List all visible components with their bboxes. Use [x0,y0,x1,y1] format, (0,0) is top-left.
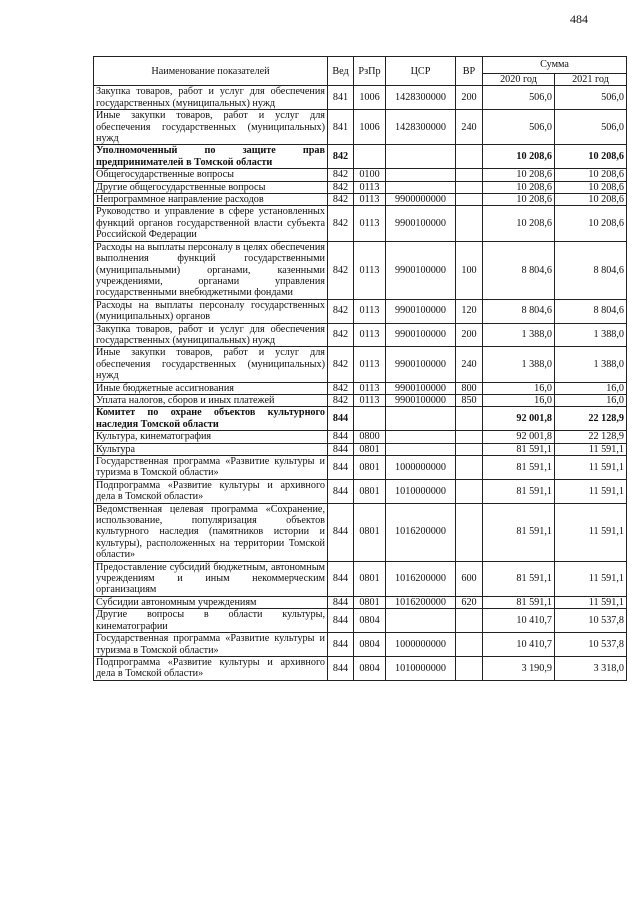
row-vr [456,145,483,169]
row-sum-2020: 8 804,6 [483,299,555,323]
row-ved: 841 [328,86,354,110]
row-sum-2021: 16,0 [555,382,627,394]
table-row [94,241,627,299]
row-sum-2020: 81 591,1 [483,443,555,455]
row-sum-2021: 22 128,9 [555,431,627,443]
row-name: Государственная программа «Развитие культуры и туризма в Томской области» [94,456,328,480]
row-csr: 9900100000 [386,299,456,323]
row-rzpr: 1006 [354,110,386,145]
row-sum-2021: 506,0 [555,110,627,145]
row-csr [386,609,456,633]
row-sum-2020: 81 591,1 [483,596,555,608]
row-name: Уплата налогов, сборов и иных платежей [94,394,328,406]
row-csr [386,169,456,181]
row-sum-2020: 506,0 [483,86,555,110]
row-vr [456,479,483,503]
row-csr: 9900100000 [386,241,456,299]
row-vr [456,407,483,431]
row-rzpr: 0113 [354,299,386,323]
row-sum-2020: 1 388,0 [483,323,555,347]
row-sum-2020: 81 591,1 [483,503,555,561]
row-name: Уполномоченный по защите прав предпринимателей в Томской области [94,145,328,169]
row-ved: 841 [328,110,354,145]
row-sum-2020: 10 208,6 [483,145,555,169]
row-name: Комитет по охране объектов культурного наследия Томской области [94,407,328,431]
row-rzpr: 0113 [354,194,386,206]
row-sum-2021: 10 208,6 [555,145,627,169]
row-rzpr: 0800 [354,431,386,443]
table-row [94,323,627,347]
row-sum-2021: 3 318,0 [555,656,627,680]
row-rzpr: 0801 [354,596,386,608]
table-row [94,347,627,382]
row-sum-2021: 8 804,6 [555,241,627,299]
row-sum-2020: 10 208,6 [483,181,555,193]
row-vr [456,609,483,633]
row-csr: 1016200000 [386,503,456,561]
row-name: Закупка товаров, работ и услуг для обеспечения государственных (муниципальных) нужд [94,86,328,110]
row-name: Закупка товаров, работ и услуг для обеспечения государственных (муниципальных) нужд [94,323,328,347]
table-row [94,299,627,323]
header-year-2021: 2021 год [555,74,627,86]
row-rzpr: 0804 [354,609,386,633]
row-ved: 842 [328,241,354,299]
table-row [94,145,627,169]
row-vr: 100 [456,241,483,299]
row-vr: 200 [456,86,483,110]
row-sum-2021: 11 591,1 [555,456,627,480]
table-header [94,57,627,86]
table-row [94,86,627,110]
row-sum-2020: 81 591,1 [483,479,555,503]
row-vr [456,656,483,680]
row-ved: 844 [328,407,354,431]
table-row [94,169,627,181]
row-ved: 842 [328,394,354,406]
row-rzpr [354,407,386,431]
row-sum-2020: 16,0 [483,394,555,406]
row-ved: 844 [328,656,354,680]
row-name: Непрограммное направление расходов [94,194,328,206]
row-rzpr: 0100 [354,169,386,181]
row-sum-2021: 1 388,0 [555,323,627,347]
row-rzpr: 0801 [354,456,386,480]
row-sum-2020: 506,0 [483,110,555,145]
header-sum: Сумма [483,57,627,74]
table-row [94,456,627,480]
row-csr [386,443,456,455]
table-row [94,194,627,206]
row-vr: 240 [456,110,483,145]
row-ved: 842 [328,323,354,347]
row-ved: 842 [328,382,354,394]
row-name: Общегосударственные вопросы [94,169,328,181]
row-rzpr: 0113 [354,347,386,382]
row-sum-2020: 92 001,8 [483,407,555,431]
row-sum-2020: 10 410,7 [483,633,555,657]
row-sum-2021: 11 591,1 [555,503,627,561]
header-vr: ВР [456,57,483,86]
row-sum-2021: 22 128,9 [555,407,627,431]
row-csr [386,431,456,443]
table-row [94,503,627,561]
row-csr: 1428300000 [386,110,456,145]
row-vr [456,206,483,241]
row-sum-2020: 92 001,8 [483,431,555,443]
table-row [94,443,627,455]
row-rzpr: 0801 [354,503,386,561]
row-ved: 844 [328,456,354,480]
row-name: Предоставление субсидий бюджетным, автономным учреждениям и иным некоммерческим организациям [94,561,328,596]
table-body [94,86,627,680]
budget-table [93,56,627,681]
row-csr: 9900100000 [386,323,456,347]
header-year-2020: 2020 год [483,74,555,86]
row-ved: 844 [328,431,354,443]
row-csr [386,145,456,169]
row-name: Подпрограмма «Развитие культуры и архивного дела в Томской области» [94,656,328,680]
header-csr: ЦСР [386,57,456,86]
row-name: Другие общегосударственные вопросы [94,181,328,193]
row-sum-2020: 10 208,6 [483,206,555,241]
row-ved: 842 [328,347,354,382]
row-sum-2021: 10 537,8 [555,609,627,633]
row-ved: 844 [328,443,354,455]
row-vr: 800 [456,382,483,394]
table-row [94,394,627,406]
row-vr [456,194,483,206]
row-sum-2021: 11 591,1 [555,561,627,596]
row-name: Государственная программа «Развитие культуры и туризма в Томской области» [94,633,328,657]
header-ved: Вед [328,57,354,86]
row-sum-2020: 10 208,6 [483,194,555,206]
row-sum-2021: 11 591,1 [555,443,627,455]
row-sum-2021: 11 591,1 [555,479,627,503]
row-vr [456,431,483,443]
table-row [94,479,627,503]
row-csr [386,181,456,193]
row-ved: 844 [328,561,354,596]
row-rzpr: 0113 [354,323,386,347]
row-name: Иные бюджетные ассигнования [94,382,328,394]
page-number: 484 [570,12,588,26]
table-row [94,633,627,657]
row-csr: 9900100000 [386,382,456,394]
row-vr: 850 [456,394,483,406]
row-ved: 844 [328,633,354,657]
table-row [94,656,627,680]
row-ved: 844 [328,479,354,503]
row-sum-2021: 16,0 [555,394,627,406]
row-vr: 600 [456,561,483,596]
row-vr [456,503,483,561]
row-vr [456,181,483,193]
row-sum-2020: 3 190,9 [483,656,555,680]
row-sum-2020: 81 591,1 [483,456,555,480]
row-csr: 1016200000 [386,561,456,596]
row-csr: 1016200000 [386,596,456,608]
row-rzpr: 0113 [354,382,386,394]
row-sum-2021: 506,0 [555,86,627,110]
row-ved: 842 [328,145,354,169]
row-rzpr: 0113 [354,206,386,241]
row-vr [456,633,483,657]
row-name: Культура [94,443,328,455]
row-csr: 1010000000 [386,479,456,503]
row-name: Иные закупки товаров, работ и услуг для обеспечения государственных (муниципальных) нужд [94,110,328,145]
row-vr: 240 [456,347,483,382]
row-csr: 1000000000 [386,456,456,480]
row-vr [456,456,483,480]
row-rzpr: 0113 [354,394,386,406]
row-rzpr: 1006 [354,86,386,110]
row-vr [456,169,483,181]
row-rzpr: 0801 [354,479,386,503]
row-rzpr: 0113 [354,241,386,299]
row-csr: 1000000000 [386,633,456,657]
row-sum-2021: 1 388,0 [555,347,627,382]
table-row [94,431,627,443]
table-row [94,382,627,394]
table-row [94,596,627,608]
table-row [94,110,627,145]
row-rzpr: 0113 [354,181,386,193]
row-sum-2021: 10 537,8 [555,633,627,657]
row-ved: 844 [328,596,354,608]
header-name: Наименование показателей [94,57,328,86]
row-name: Расходы на выплаты персоналу в целях обеспечения выполнения функций государственными (муниципальными) органами, казенными учреждениями, органами управления государственными внебюджетными фондами [94,241,328,299]
row-name: Культура, кинематография [94,431,328,443]
row-csr: 9900000000 [386,194,456,206]
row-vr: 200 [456,323,483,347]
row-ved: 844 [328,503,354,561]
table-row [94,181,627,193]
row-ved: 842 [328,206,354,241]
row-name: Ведомственная целевая программа «Сохранение, использование, популяризация объектов культурного наследия (памятников истории и культуры), расположенных на территории Томской области» [94,503,328,561]
table-row [94,609,627,633]
table-row [94,206,627,241]
row-csr [386,407,456,431]
row-ved: 842 [328,169,354,181]
row-csr: 9900100000 [386,394,456,406]
table-row [94,561,627,596]
row-vr: 120 [456,299,483,323]
row-rzpr: 0804 [354,633,386,657]
row-ved: 842 [328,299,354,323]
row-csr: 9900100000 [386,347,456,382]
row-csr: 1010000000 [386,656,456,680]
row-vr: 620 [456,596,483,608]
row-rzpr: 0801 [354,443,386,455]
row-sum-2020: 81 591,1 [483,561,555,596]
row-sum-2021: 10 208,6 [555,181,627,193]
row-name: Расходы на выплаты персоналу государственных (муниципальных) органов [94,299,328,323]
row-sum-2020: 8 804,6 [483,241,555,299]
row-sum-2021: 8 804,6 [555,299,627,323]
row-name: Иные закупки товаров, работ и услуг для обеспечения государственных (муниципальных) нужд [94,347,328,382]
row-sum-2020: 1 388,0 [483,347,555,382]
row-rzpr [354,145,386,169]
row-rzpr: 0804 [354,656,386,680]
header-rzpr: РзПр [354,57,386,86]
row-sum-2020: 16,0 [483,382,555,394]
row-name: Подпрограмма «Развитие культуры и архивного дела в Томской области» [94,479,328,503]
row-ved: 844 [328,609,354,633]
row-sum-2021: 10 208,6 [555,206,627,241]
row-name: Другие вопросы в области культуры, кинематографии [94,609,328,633]
row-name: Руководство и управление в сфере установленных функций органов государственной власти субъекта Российской Федерации [94,206,328,241]
table-row [94,407,627,431]
row-sum-2020: 10 410,7 [483,609,555,633]
row-csr: 9900100000 [386,206,456,241]
row-csr: 1428300000 [386,86,456,110]
row-sum-2020: 10 208,6 [483,169,555,181]
row-sum-2021: 11 591,1 [555,596,627,608]
row-rzpr: 0801 [354,561,386,596]
row-sum-2021: 10 208,6 [555,169,627,181]
row-name: Субсидии автономным учреждениям [94,596,328,608]
row-ved: 842 [328,194,354,206]
row-sum-2021: 10 208,6 [555,194,627,206]
row-ved: 842 [328,181,354,193]
row-vr [456,443,483,455]
